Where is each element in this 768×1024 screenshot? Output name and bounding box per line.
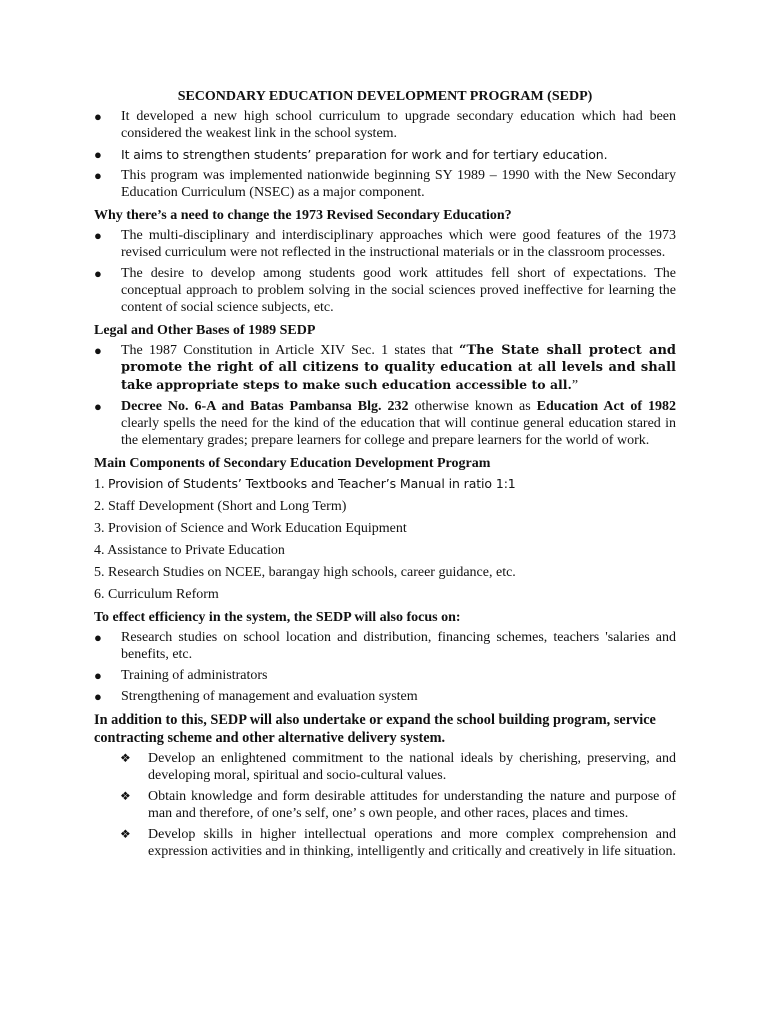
bullet-icon: ● xyxy=(94,689,102,704)
list-item: ● Training of administrators xyxy=(94,668,268,683)
list-item: ● The multi-disciplinary and interdisciplinary approaches which were good features of the 1973 revised curriculum were not reflected in the instructional materials or in the classroom processes. xyxy=(94,228,676,260)
list-item: ● This program was implemented nationwide beginning SY 1989 – 1990 with the New Secondary Education Curriculum (NSEC) as a major component. xyxy=(94,168,676,200)
intro-list xyxy=(94,108,676,201)
bullet-icon: ● xyxy=(94,168,102,183)
list-item: ❖ Develop skills in higher intellectual operations and more complex comprehension and expression activities and in thinking, intelligently and critically and creatively in life situation. xyxy=(120,827,676,859)
components-list xyxy=(94,475,676,603)
diamond-bullet-icon: ❖ xyxy=(120,827,131,841)
list-item: ● Strengthening of management and evaluation system xyxy=(94,689,418,704)
numbered-item: 4. Assistance to Private Education xyxy=(94,543,285,558)
bullet-icon: ● xyxy=(94,228,102,243)
numbered-item: 1. Provision of Students’ Textbooks and Teacher’s Manual in ratio 1:1 xyxy=(94,476,516,492)
list-item: ● It aims to strengthen students’ preparation for work and for tertiary education. xyxy=(94,147,608,162)
bullet-icon: ● xyxy=(94,399,102,414)
bullet-icon: ● xyxy=(94,668,102,683)
list-item: ❖ Obtain knowledge and form desirable attitudes for understanding the nature and purpose of man and therefore, of one’s self, one’ s own people, and other races, places and times. xyxy=(120,789,676,821)
document-title: SECONDARY EDUCATION DEVELOPMENT PROGRAM (SEDP) xyxy=(177,89,593,104)
bullet-icon: ● xyxy=(94,109,102,124)
diamond-bullet-icon: ❖ xyxy=(120,789,131,803)
addition-heading: In addition to this, SEDP will also undertake or expand the school building program, service contracting scheme and other alternative delivery system. xyxy=(94,712,656,746)
numbered-item: 2. Staff Development (Short and Long Term) xyxy=(94,499,347,514)
list-item: ● The 1987 Constitution in Article XIV Sec. 1 states that “The State shall protect and promote the right of all citizens to quality education at all levels and shall take appropriate steps to make such education accessible to all.” xyxy=(94,343,676,393)
bullet-icon: ● xyxy=(94,630,102,645)
list-item: ● It developed a new high school curriculum to upgrade secondary education which had been considered the weakest link in the school system. xyxy=(94,109,676,141)
list-item: ❖ Develop an enlightened commitment to the national ideals by cherishing, preserving, and developing moral, spiritual and socio-cultural values. xyxy=(120,751,676,783)
list-item: ● Decree No. 6-A and Batas Pambansa Blg. 232 otherwise known as Education Act of 1982 clearly spells the need for the kind of the education that will continue general education stared in the elementary grades; prepare learners for college and prepare learners for the world of work. xyxy=(94,399,676,448)
document-body xyxy=(94,88,676,864)
efficiency-heading: To effect efficiency in the system, the SEDP will also focus on: xyxy=(94,610,461,625)
list-item: ● Research studies on school location and distribution, financing schemes, teachers 'salaries and benefits, etc. xyxy=(94,630,676,662)
goals-list xyxy=(94,750,676,860)
numbered-item: 3. Provision of Science and Work Education Equipment xyxy=(94,521,407,536)
bullet-icon: ● xyxy=(94,343,102,358)
components-heading: Main Components of Secondary Education Development Program xyxy=(94,456,491,471)
legal-heading: Legal and Other Bases of 1989 SEDP xyxy=(94,323,316,338)
bullet-icon: ● xyxy=(94,147,102,162)
legal-list xyxy=(94,342,676,449)
efficiency-list xyxy=(94,629,676,705)
why-heading: Why there’s a need to change the 1973 Revised Secondary Education? xyxy=(94,208,512,223)
why-list xyxy=(94,227,676,316)
numbered-item: 5. Research Studies on NCEE, barangay high schools, career guidance, etc. xyxy=(94,565,516,580)
list-item: ● The desire to develop among students good work attitudes fell short of expectations. The conceptual approach to problem solving in the social sciences proved ineffective for learning the content of social science subjects, etc. xyxy=(94,266,676,315)
bullet-icon: ● xyxy=(94,266,102,281)
numbered-item: 6. Curriculum Reform xyxy=(94,587,219,602)
diamond-bullet-icon: ❖ xyxy=(120,751,131,765)
